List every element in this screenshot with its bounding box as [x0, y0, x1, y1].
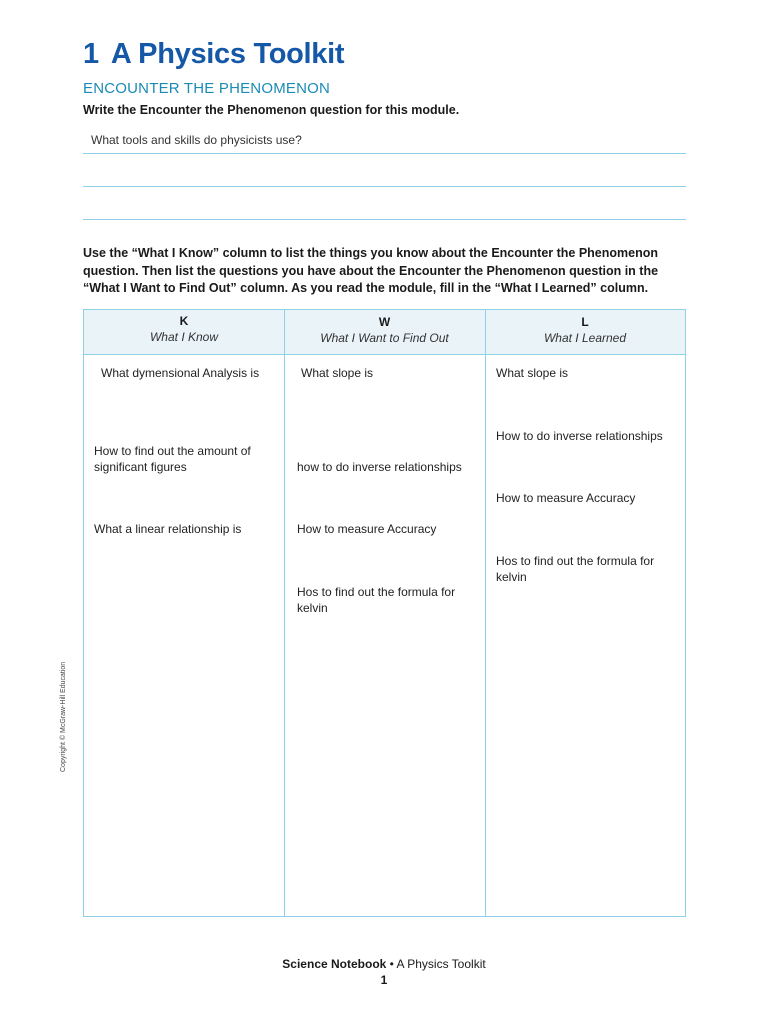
- answer-line-2[interactable]: [83, 186, 686, 187]
- column-letter-l: L: [581, 315, 589, 329]
- w-entry[interactable]: Hos to find out the formula for kelvin: [297, 585, 456, 615]
- kwl-table: [83, 309, 686, 917]
- column-divider: [284, 310, 285, 916]
- column-letter-k: K: [179, 314, 189, 328]
- k-entry[interactable]: What dymensional Analysis is: [101, 366, 260, 380]
- w-entry[interactable]: how to do inverse relationships: [297, 460, 462, 474]
- k-entry[interactable]: How to find out the amount of significant figures: [94, 444, 251, 474]
- page-footer: [0, 957, 768, 971]
- l-entry[interactable]: Hos to find out the formula for kelvin: [496, 554, 655, 584]
- answer-line-1[interactable]: [83, 153, 686, 154]
- l-entry[interactable]: What slope is: [496, 366, 569, 380]
- l-entry[interactable]: How to measure Accuracy: [496, 491, 636, 505]
- l-entry[interactable]: How to do inverse relationships: [496, 429, 663, 443]
- answer-line-text[interactable]: What tools and skills do physicists use?: [91, 133, 302, 147]
- section-heading: ENCOUNTER THE PHENOMENON: [83, 80, 331, 97]
- column-label-w: What I Want to Find Out: [320, 331, 449, 345]
- module-number: 1: [83, 38, 99, 70]
- footer-book: Science Notebook: [282, 957, 387, 971]
- page-number: 1: [380, 973, 388, 987]
- column-header-w: [284, 310, 485, 354]
- footer-separator: •: [389, 957, 394, 971]
- column-label-l: What I Learned: [543, 331, 627, 345]
- instructions: Use the “What I Know” column to list the things you know about the Encounter the Phenomenon question. Then list the questions you have about the Encounter the Phenomenon question in the “What I Want to Find Out” column. As you read the module, fill in the “What I Learned” column.: [83, 246, 659, 295]
- column-header-l: [485, 310, 685, 354]
- module-title: A Physics Toolkit: [110, 38, 345, 70]
- column-label-k: What I Know: [149, 330, 219, 344]
- column-divider: [485, 310, 486, 916]
- copyright-text: Copyright © McGraw-Hill Education: [60, 661, 67, 772]
- w-entry[interactable]: How to measure Accuracy: [297, 522, 437, 536]
- answer-line-3[interactable]: [83, 219, 686, 220]
- k-entry[interactable]: What a linear relationship is: [94, 522, 242, 536]
- question-prompt: Write the Encounter the Phenomenon question for this module.: [83, 103, 460, 117]
- column-header-k: [84, 310, 284, 354]
- w-entry[interactable]: What slope is: [301, 366, 374, 380]
- footer-chapter: A Physics Toolkit: [396, 957, 486, 971]
- page-title: [83, 38, 344, 71]
- column-letter-w: W: [378, 315, 391, 329]
